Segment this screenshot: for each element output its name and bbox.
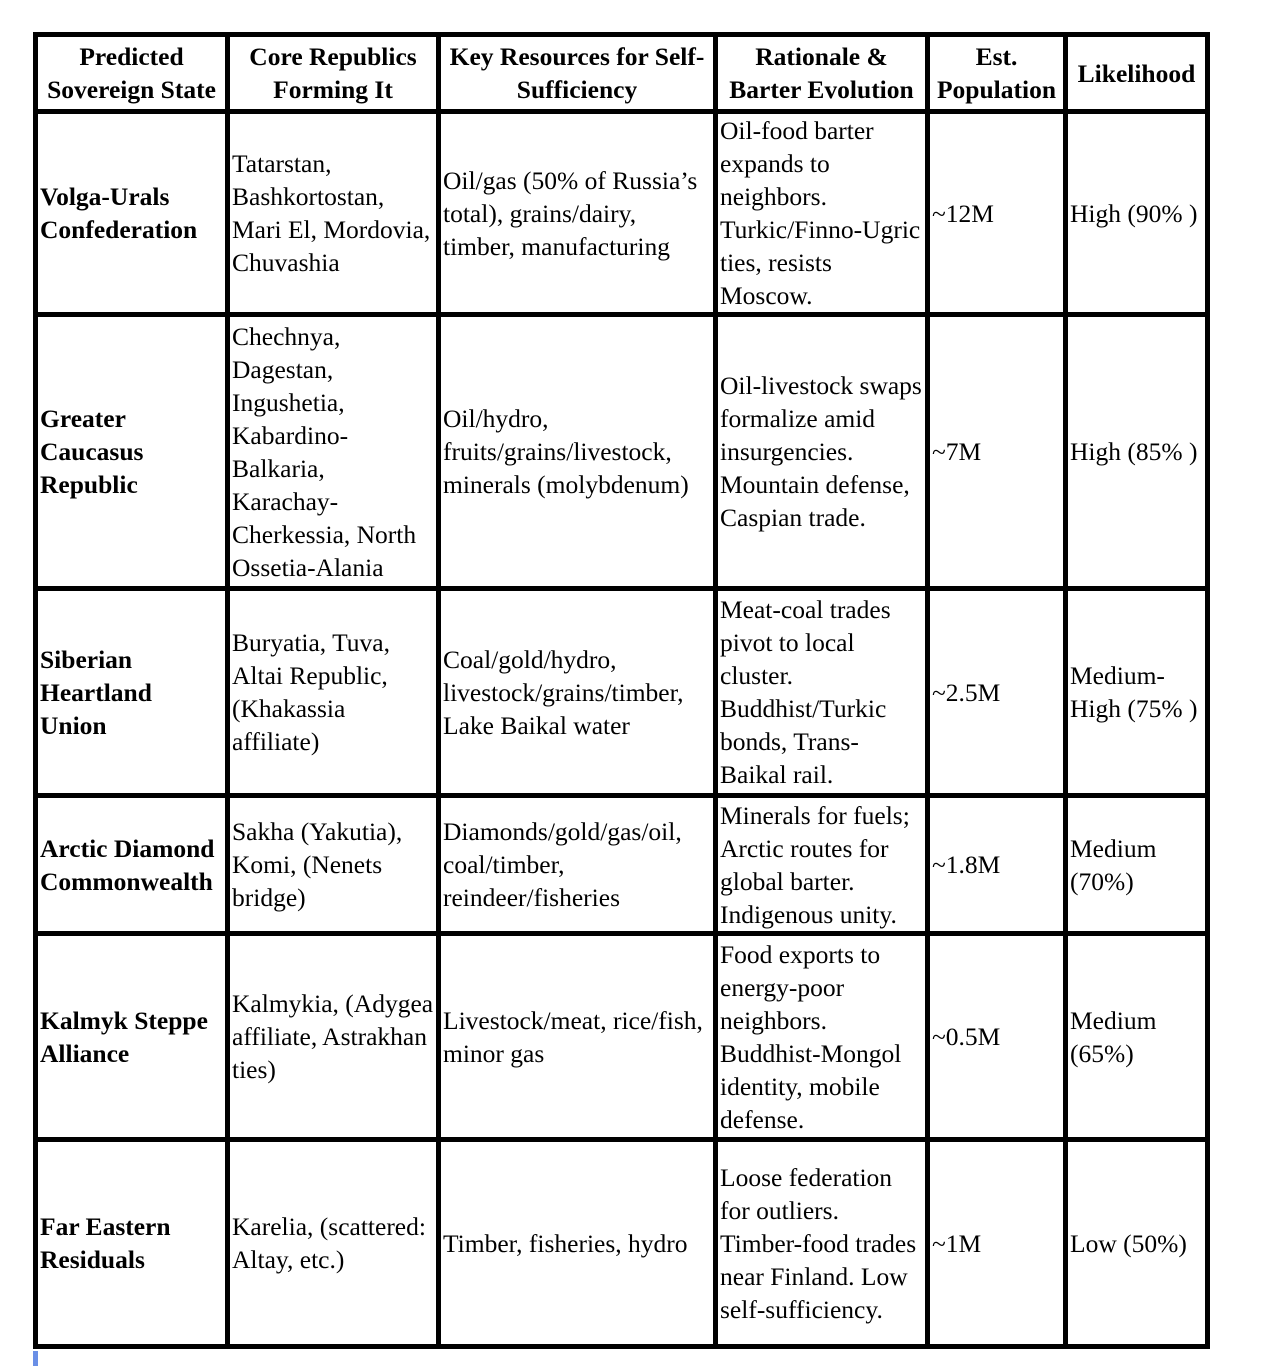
rationale: Meat-coal trades pivot to local cluster. Buddhist/Turkic bonds, Trans-Baikal rail. (716, 589, 928, 796)
state-name: Arctic Diamond Commonwealth (36, 796, 228, 934)
header-row (36, 35, 1208, 112)
likelihood: Medium (70%) (1066, 796, 1208, 934)
predicted-states-table (33, 32, 1210, 1349)
likelihood: Medium (65%) (1066, 934, 1208, 1140)
population: ~12M (928, 112, 1066, 315)
rationale: Oil-food barter expands to neighbors. Turkic/Finno-Ugric ties, resists Moscow. (716, 112, 928, 315)
rationale: Food exports to energy-poor neighbors. Buddhist-Mongol identity, mobile defense. (716, 934, 928, 1140)
header-core-republics: Core Republics Forming It (228, 35, 439, 112)
population: ~0.5M (928, 934, 1066, 1140)
state-name: Far Eastern Residuals (36, 1140, 228, 1347)
header-likelihood: Likelihood (1066, 35, 1208, 112)
key-resources: Livestock/meat, rice/fish, minor gas (439, 934, 716, 1140)
population: ~1.8M (928, 796, 1066, 934)
key-resources: Oil/gas (50% of Russia’s total), grains/dairy, timber, manufacturing (439, 112, 716, 315)
key-resources: Diamonds/gold/gas/oil, coal/timber, reindeer/fisheries (439, 796, 716, 934)
core-republics: Kalmykia, (Adygea affiliate, Astrakhan ties) (228, 934, 439, 1140)
key-resources: Coal/gold/hydro, livestock/grains/timber, Lake Baikal water (439, 589, 716, 796)
population: ~7M (928, 315, 1066, 589)
population: ~1M (928, 1140, 1066, 1347)
likelihood: Low (50%) (1066, 1140, 1208, 1347)
core-republics: Karelia, (scattered: Altay, etc.) (228, 1140, 439, 1347)
table-row (36, 796, 1208, 934)
rationale: Minerals for fuels; Arctic routes for global barter. Indigenous unity. (716, 796, 928, 934)
likelihood: Medium-High (75% ) (1066, 589, 1208, 796)
header-rationale: Rationale & Barter Evolution (716, 35, 928, 112)
core-republics: Chechnya, Dagestan, Ingushetia, Kabardino-Balkaria, Karachay-Cherkessia, North Ossetia-Alania (228, 315, 439, 589)
likelihood: High (85% ) (1066, 315, 1208, 589)
table-row (36, 934, 1208, 1140)
table-row (36, 112, 1208, 315)
core-republics: Tatarstan, Bashkortostan, Mari El, Mordovia, Chuvashia (228, 112, 439, 315)
state-name: Volga-Urals Confederation (36, 112, 228, 315)
state-name: Greater Caucasus Republic (36, 315, 228, 589)
population: ~2.5M (928, 589, 1066, 796)
likelihood: High (90% ) (1066, 112, 1208, 315)
rationale: Oil-livestock swaps formalize amid insurgencies. Mountain defense, Caspian trade. (716, 315, 928, 589)
table-row (36, 1140, 1208, 1347)
header-population: Est. Population (928, 35, 1066, 112)
key-resources: Timber, fisheries, hydro (439, 1140, 716, 1347)
core-republics: Sakha (Yakutia), Komi, (Nenets bridge) (228, 796, 439, 934)
key-resources: Oil/hydro, fruits/grains/livestock, minerals (molybdenum) (439, 315, 716, 589)
text-cursor (33, 1351, 38, 1366)
header-sovereign-state: Predicted Sovereign State (36, 35, 228, 112)
table-row (36, 315, 1208, 589)
header-key-resources: Key Resources for Self-Sufficiency (439, 35, 716, 112)
rationale: Loose federation for outliers. Timber-food trades near Finland. Low self-sufficiency. (716, 1140, 928, 1347)
state-name: Siberian Heartland Union (36, 589, 228, 796)
state-name: Kalmyk Steppe Alliance (36, 934, 228, 1140)
core-republics: Buryatia, Tuva, Altai Republic, (Khakassia affiliate) (228, 589, 439, 796)
table-row (36, 589, 1208, 796)
